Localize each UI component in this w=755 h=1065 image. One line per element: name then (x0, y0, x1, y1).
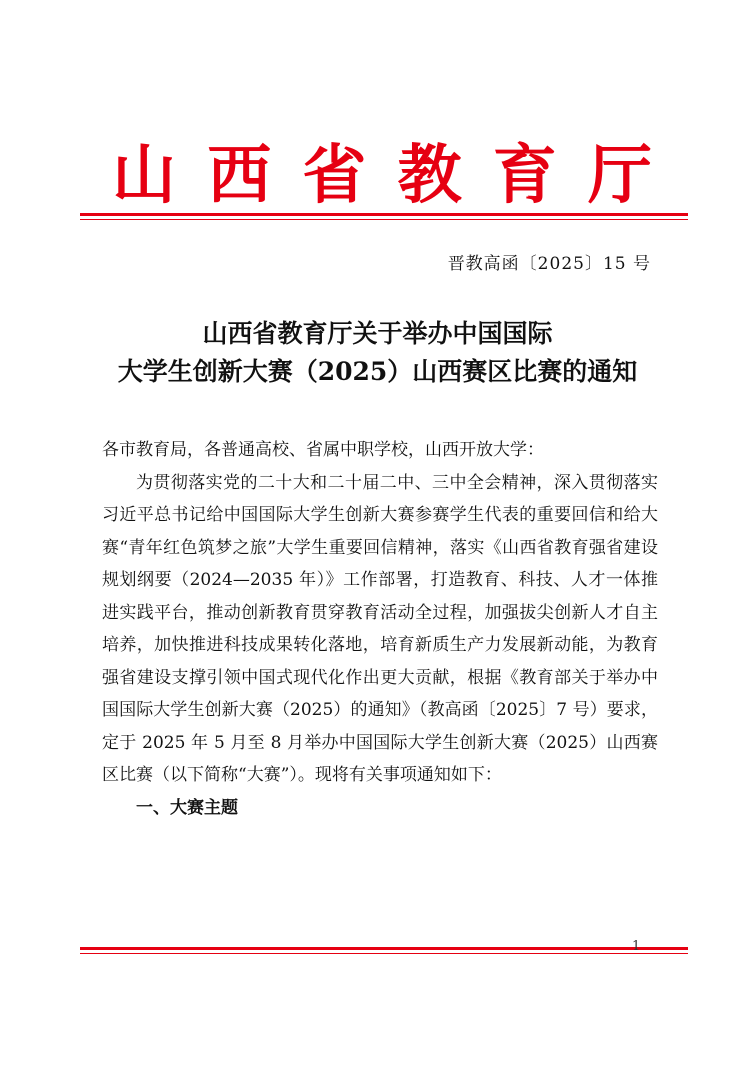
footer-red-rule-thin (80, 953, 688, 954)
header-red-rule-thick (80, 213, 688, 216)
document-title-line-2: 大学生创新大赛（2025）山西赛区比赛的通知 (117, 357, 638, 386)
header-char: 育 (492, 138, 557, 213)
header-char: 山 (112, 138, 176, 213)
document-number: 晋教高函〔2025〕15 号 (447, 254, 651, 274)
salutation: 各市教育局，各普通高校、省属中职学校，山西开放大学： (102, 440, 544, 460)
header-red-rule-thin (80, 219, 688, 220)
header-char: 教 (397, 138, 462, 213)
header-char: 厅 (587, 138, 652, 213)
document-title (0, 315, 755, 391)
body-paragraph: 为贯彻落实党的二十大和二十届二中、三中全会精神，深入贯彻落实习近平总书记给中国国际大学生创新大赛参赛学生代表的重要回信和给大赛“青年红色筑梦之旅”大学生重要回信精神，落实《山西省教育强省建设规划纲要（2024—2035 年）》工作部署，打造教育、科技、人才一体推进实践平台，推动创新教育贯穿教育活动全过程，加强拔尖创新人才自主培养，加快推进科技成果转化落地，培育新质生产力发展新动能，为教育强省建设支撑引领中国式现代化作出更大贡献，根据《教育部关于举办中国国际大学生创新大赛（2025）的通知》（教高函〔2025〕7 号）要求，定于 2025 年 5 月至 8 月举办中国国际大学生创新大赛（2025）山西赛区比赛（以下简称“大赛”）。现将有关事项通知如下： (102, 472, 658, 785)
document-body (102, 434, 658, 824)
issuing-organization-header (112, 140, 652, 212)
document-title-line-1: 山西省教育厅关于举办中国国际 (202, 319, 553, 348)
page-number: 1 (632, 939, 641, 954)
section-heading: 一、大赛主题 (136, 797, 238, 818)
header-char: 省 (302, 138, 367, 213)
header-char: 西 (207, 138, 272, 213)
footer-red-rule-thick (80, 947, 688, 950)
